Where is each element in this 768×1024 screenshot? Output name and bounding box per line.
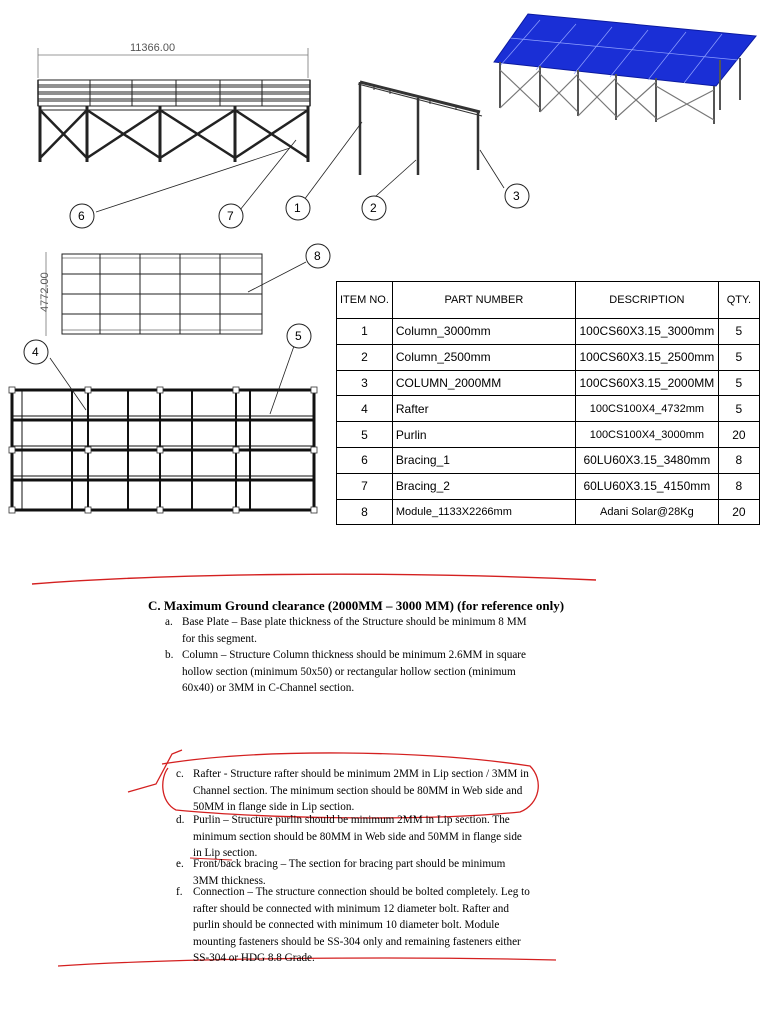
cell-part: Column_3000mm xyxy=(392,319,575,345)
dimension-length-label: 11366.00 xyxy=(130,42,176,54)
cell-qty: 20 xyxy=(718,499,759,525)
table-header-row xyxy=(337,282,760,319)
spec-item-b xyxy=(165,647,542,697)
spec-item-label: c. xyxy=(176,768,184,780)
cell-part: Bracing_1 xyxy=(392,447,575,473)
cell-qty: 5 xyxy=(718,396,759,422)
spec-item-label: d. xyxy=(176,814,185,826)
cell-desc: 100CS60X3.15_2000MM xyxy=(575,370,718,396)
cell-item: 8 xyxy=(337,499,393,525)
header-qty: QTY. xyxy=(718,282,759,319)
cell-desc: 100CS100X4_4732mm xyxy=(575,396,718,422)
callout-6: 6 xyxy=(78,209,85,223)
cell-part: Column_2500mm xyxy=(392,344,575,370)
header-part-number: PART NUMBER xyxy=(392,282,575,319)
cell-qty: 20 xyxy=(718,422,759,448)
bill-of-materials-table xyxy=(336,281,760,525)
cell-item: 2 xyxy=(337,344,393,370)
spec-item-label: f. xyxy=(176,886,183,898)
cell-desc: 100CS60X3.15_2500mm xyxy=(575,344,718,370)
dimension-width-label: 4772.00 xyxy=(39,272,51,312)
spec-item-text: Connection – The structure connection should be bolted completely. Leg to rafter should be connected with minimum 12 diameter bolt. Rafter and purlin should be connected with minimum 10 diameter bolt. Module mounting fasteners should be SS-304 only and remaining fasteners either SS-304 or HDG 8.8 Grade. xyxy=(193,886,530,964)
cell-desc: Adani Solar@28Kg xyxy=(575,499,718,525)
spec-item-label: a. xyxy=(165,616,173,628)
cell-qty: 5 xyxy=(718,370,759,396)
spec-item-text: Base Plate – Base plate thickness of the Structure should be minimum 8 MM for this segment. xyxy=(182,616,527,645)
cell-qty: 8 xyxy=(718,473,759,499)
callout-1: 1 xyxy=(294,201,301,215)
cell-item: 1 xyxy=(337,319,393,345)
cell-item: 7 xyxy=(337,473,393,499)
cell-qty: 8 xyxy=(718,447,759,473)
callout-2: 2 xyxy=(370,201,377,215)
spec-item-text: Front/back bracing – The section for bracing part should be minimum 3MM thickness. xyxy=(193,858,506,887)
cell-desc: 60LU60X3.15_4150mm xyxy=(575,473,718,499)
cell-qty: 5 xyxy=(718,319,759,345)
table-row xyxy=(337,499,760,525)
cell-item: 5 xyxy=(337,422,393,448)
spec-item-label: b. xyxy=(165,649,174,661)
plan-view-small xyxy=(46,252,262,336)
cell-part: Module_1133X2266mm xyxy=(392,499,575,525)
cell-part: Bracing_2 xyxy=(392,473,575,499)
front-elevation-view xyxy=(38,48,310,162)
table-row xyxy=(337,422,760,448)
spec-item-c xyxy=(176,766,531,816)
spec-item-text: Column – Structure Column thickness should be minimum 2.6MM in square hollow section (minimum 50x50) or rectangular hollow section (minimum 60x40) or 3MM in C-Channel section. xyxy=(182,649,526,694)
cell-desc: 100CS100X4_3000mm xyxy=(575,422,718,448)
header-item-no: ITEM NO. xyxy=(337,282,393,319)
plan-view-large xyxy=(9,387,317,513)
cell-item: 4 xyxy=(337,396,393,422)
cell-item: 3 xyxy=(337,370,393,396)
cell-desc: 100CS60X3.15_3000mm xyxy=(575,319,718,345)
spec-item-text: Purlin – Structure purlin should be minimum 2MM in Lip section. The minimum section should be 80MM in Web side and 50MM in flange side in Lip section. xyxy=(193,814,522,859)
spec-item-a xyxy=(165,614,542,647)
table-row xyxy=(337,344,760,370)
callout-7: 7 xyxy=(227,209,234,223)
spec-item-label: e. xyxy=(176,858,184,870)
callout-5: 5 xyxy=(295,329,302,343)
cell-part: Purlin xyxy=(392,422,575,448)
spec-item-text: Rafter - Structure rafter should be minimum 2MM in Lip section / 3MM in Channel section. The minimum section should be 80MM in Web side and 50MM in flange side in Lip section. xyxy=(193,768,529,813)
cell-part: COLUMN_2000MM xyxy=(392,370,575,396)
spec-item-f xyxy=(176,884,531,967)
table-row xyxy=(337,473,760,499)
cell-part: Rafter xyxy=(392,396,575,422)
table-row xyxy=(337,396,760,422)
cell-qty: 5 xyxy=(718,344,759,370)
header-description: DESCRIPTION xyxy=(575,282,718,319)
table-row xyxy=(337,319,760,345)
spec-item-d xyxy=(176,812,531,862)
isometric-3d-view xyxy=(494,14,756,124)
table-row xyxy=(337,447,760,473)
side-elevation-view xyxy=(358,82,482,175)
callout-3: 3 xyxy=(513,189,520,203)
callout-4: 4 xyxy=(32,345,39,359)
section-title: C. Maximum Ground clearance (2000MM – 3000 MM) (for reference only) xyxy=(148,598,565,613)
table-row xyxy=(337,370,760,396)
cell-item: 6 xyxy=(337,447,393,473)
callout-8: 8 xyxy=(314,249,321,263)
cell-desc: 60LU60X3.15_3480mm xyxy=(575,447,718,473)
